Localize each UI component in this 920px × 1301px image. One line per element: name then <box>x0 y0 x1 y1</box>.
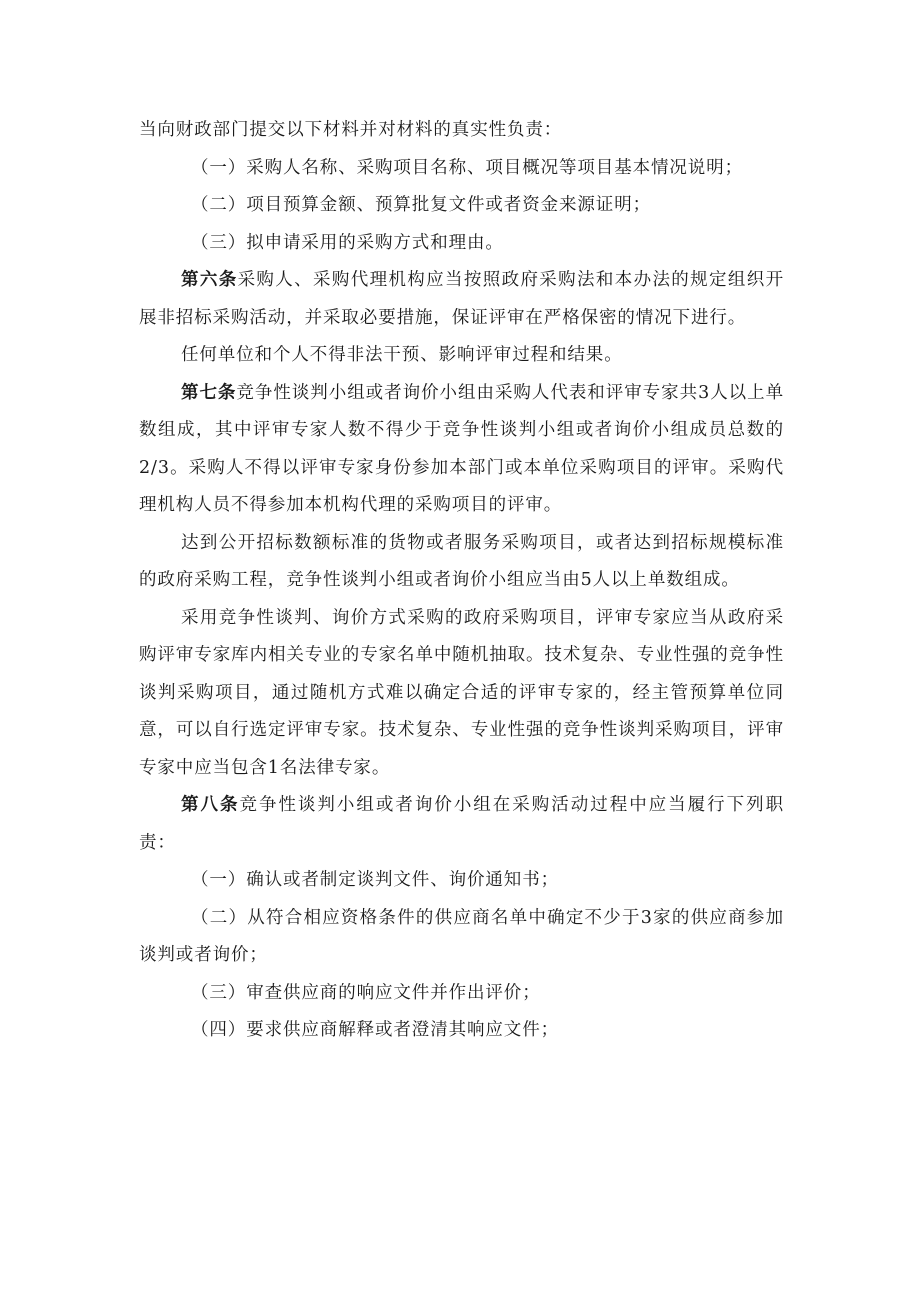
list-item <box>139 900 784 975</box>
paragraph-text: 任何单位和个人不得非法干预、影响评审过程和结果。 <box>181 345 623 365</box>
paragraph-text: 当向财政部门提交以下材料并对材料的真实性负责： <box>139 120 563 140</box>
list-item-text: （三）审查供应商的响应文件并作出评价； <box>191 982 541 1003</box>
paragraph-text: 采用竞争性谈判、询价方式采购的政府采购项目，评审专家应当从政府采购评审专家库内相关专业的专家名单中随机抽取。技术复杂、专业性强的竞争性谈判采购项目，通过随机方式难以确定合适的评审专家的，经主管预算单位同意，可以自行选定评审专家。技术复杂、专业性强的竞争性谈判采购项目，评审专家中应当包含1名法律专家。 <box>139 607 784 778</box>
paragraph <box>139 525 784 600</box>
list-item-text: （二）项目预算金额、预算批复文件或者资金来源证明； <box>191 195 651 215</box>
article-text: 竞争性谈判小组或者询价小组在采购活动过程中应当履行下列职责： <box>139 795 785 853</box>
paragraph-text: 达到公开招标数额标准的货物或者服务采购项目，或者达到招标规模标准的政府采购工程，竞争性谈判小组或者询价小组应当由5人以上单数组成。 <box>139 532 784 590</box>
list-item <box>139 187 784 225</box>
article-6 <box>139 262 784 337</box>
article-7 <box>139 375 784 525</box>
list-item <box>139 150 784 188</box>
list-item <box>139 975 784 1013</box>
article-heading: 第八条 <box>181 795 240 815</box>
article-heading: 第六条 <box>181 270 238 290</box>
list-item-text: （一）确认或者制定谈判文件、询价通知书； <box>191 870 559 890</box>
list-item <box>139 1012 784 1050</box>
paragraph-continuation <box>139 112 784 150</box>
article-text: 采购人、采购代理机构应当按照政府采购法和本办法的规定组织开展非招标采购活动，并采取必要措施，保证评审在严格保密的情况下进行。 <box>139 270 784 328</box>
list-item-text: （二）从符合相应资格条件的供应商名单中确定不少于3家的供应商参加谈判或者询价； <box>139 907 784 965</box>
paragraph <box>139 600 784 788</box>
article-8 <box>139 787 784 862</box>
list-item-text: （三）拟申请采用的采购方式和理由。 <box>191 232 504 253</box>
paragraph <box>139 337 784 375</box>
list-item <box>139 225 784 263</box>
article-text: 竞争性谈判小组或者询价小组由采购人代表和评审专家共3人以上单数组成，其中评审专家人数不得少于竞争性谈判小组或者询价小组成员总数的2/3。采购人不得以评审专家身份参加本部门或本单位采购项目的评审。采购代理机构人员不得参加本机构代理的采购项目的评审。 <box>139 382 784 515</box>
list-item-text: （一）采购人名称、采购项目名称、项目概况等项目基本情况说明； <box>191 157 743 178</box>
list-item-text: （四）要求供应商解释或者澄清其响应文件； <box>191 1020 559 1040</box>
article-heading: 第七条 <box>181 382 237 403</box>
list-item <box>139 862 784 900</box>
body-text <box>139 112 784 1050</box>
